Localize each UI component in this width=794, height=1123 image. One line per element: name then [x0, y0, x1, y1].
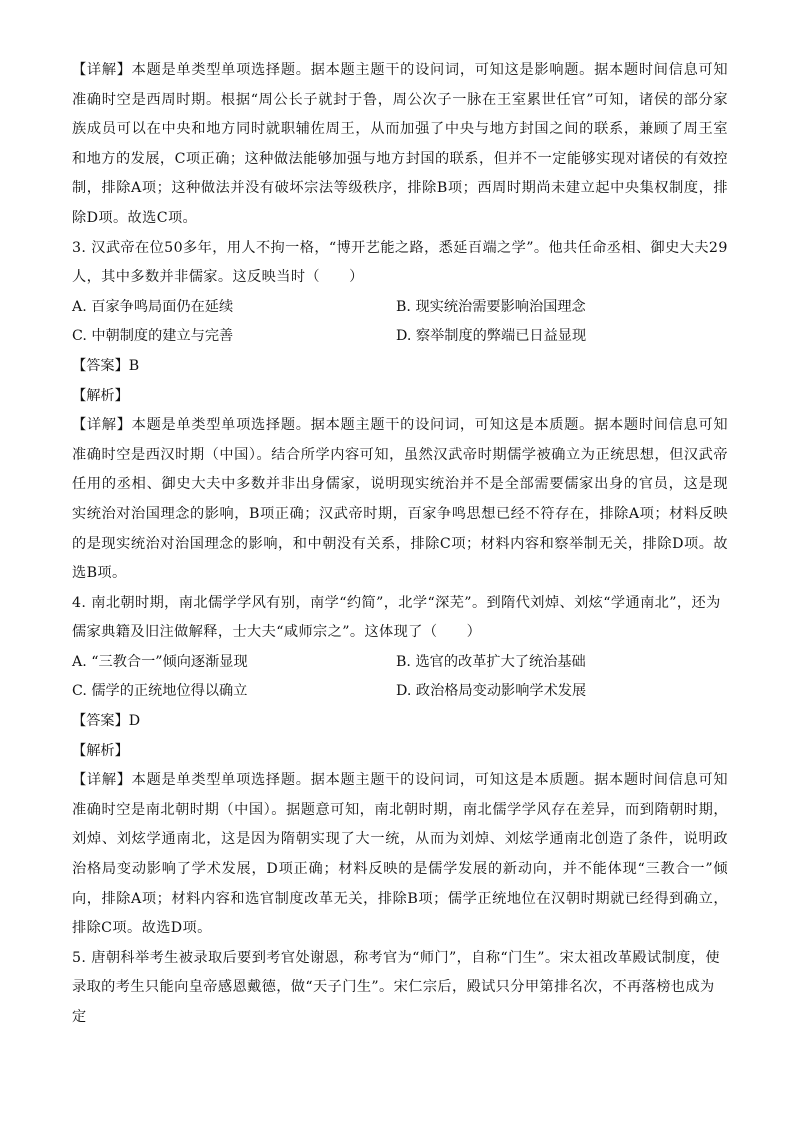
answer-options — [72, 293, 728, 352]
answer-option: A. “三教合一”倾向逐渐显现 — [72, 653, 248, 670]
answer-option: D. 政治格局变动影响学术发展 — [396, 683, 587, 700]
section-tag: 【答案】B — [72, 357, 140, 374]
answer-option: A. 百家争鸣局面仍在延续 — [72, 298, 234, 315]
explanation-paragraph: 【详解】本题是单类型单项选择题。据本题主题干的设问词，可知这是本质题。据本题时间信息可知准确时空是南北朝时期（中国）。据题意可知，南北朝时期，南北儒学学风存在差异，而到隋朝时期，刘焯、刘炫学通南北，这是因为隋朝实现了大一统，从而为刘焯、刘炫学通南北创造了条件，说明政治格局变动影响了学术发展，D项正确；材料反映的是儒学发展的新动向，并不能体现“三教合一”倾向，排除A项；材料内容和选官制度改革无关，排除B项；儒学正统地位在汉朝时期就已经得到确立，排除C项。故选D项。 — [72, 772, 728, 937]
question-stem: 5. 唐朝科举考生被录取后要到考官处谢恩，称考官为“师门”，自称“门生”。宋太祖改革殿试制度，使录取的考生只能向皇帝感恩戴德，做“天子门生”。宋仁宗后，殿试只分甲第排名次，不再落榜也成为定 — [72, 949, 720, 1025]
section-tag: 【解析】 — [72, 742, 129, 759]
answer-option: D. 察举制度的弊端已日益显现 — [396, 328, 587, 345]
answer-option: B. 选官的改革扩大了统治基础 — [396, 653, 586, 670]
section-tag: 【答案】D — [72, 713, 141, 730]
answer-options — [72, 648, 728, 707]
answer-option: C. 儒学的正统地位得以确立 — [72, 683, 248, 700]
section-tag: 【解析】 — [72, 387, 129, 404]
document-page — [72, 56, 728, 1033]
question-stem: 3. 汉武帝在位50多年，用人不拘一格，“博开艺能之路，悉延百端之学”。他共任命丞相、御史大夫29人，其中多数并非儒家。这反映当时（ ） — [72, 239, 728, 286]
answer-option: C. 中朝制度的建立与完善 — [72, 328, 234, 345]
explanation-paragraph: 【详解】本题是单类型单项选择题。据本题主题干的设问词，可知这是影响题。据本题时间信息可知准确时空是西周时期。根据“周公长子就封于鲁，周公次子一脉在王室累世任官”可知，诸侯的部分家族成员可以在中央和地方同时就职辅佐周王，从而加强了中央与地方封国之间的联系，兼顾了周王室和地方的发展，C项正确；这种做法能够加强与地方封国的联系，但并不一定能够实现对诸侯的有效控制，排除A项；这种做法并没有破坏宗法等级秩序，排除B项；西周时期尚未建立起中央集权制度，排除D项。故选C项。 — [72, 62, 728, 226]
explanation-paragraph: 【详解】本题是单类型单项选择题。据本题主题干的设问词，可知这是本质题。据本题时间信息可知准确时空是西汉时期（中国）。结合所学内容可知，虽然汉武帝时期儒学被确立为正统思想，但汉武帝任用的丞相、御史大夫中多数并非出身儒家，说明现实统治并不是全部需要儒家出身的官员，这是现实统治对治国理念的影响，B项正确；汉武帝时期，百家争鸣思想已经不符存在，排除A项；材料反映的是现实统治对治国理念的影响，和中朝没有关系，排除C项；材料内容和察举制无关，排除D项。故选B项。 — [72, 417, 728, 582]
question-stem: 4. 南北朝时期，南北儒学学风有别，南学“约简”，北学“深芜”。到隋代刘焯、刘炫“学通南北”，还为儒家典籍及旧注做解释，士大夫“咸师宗之”。这体现了（ ） — [72, 594, 721, 641]
answer-option: B. 现实统治需要影响治国理念 — [396, 298, 586, 315]
